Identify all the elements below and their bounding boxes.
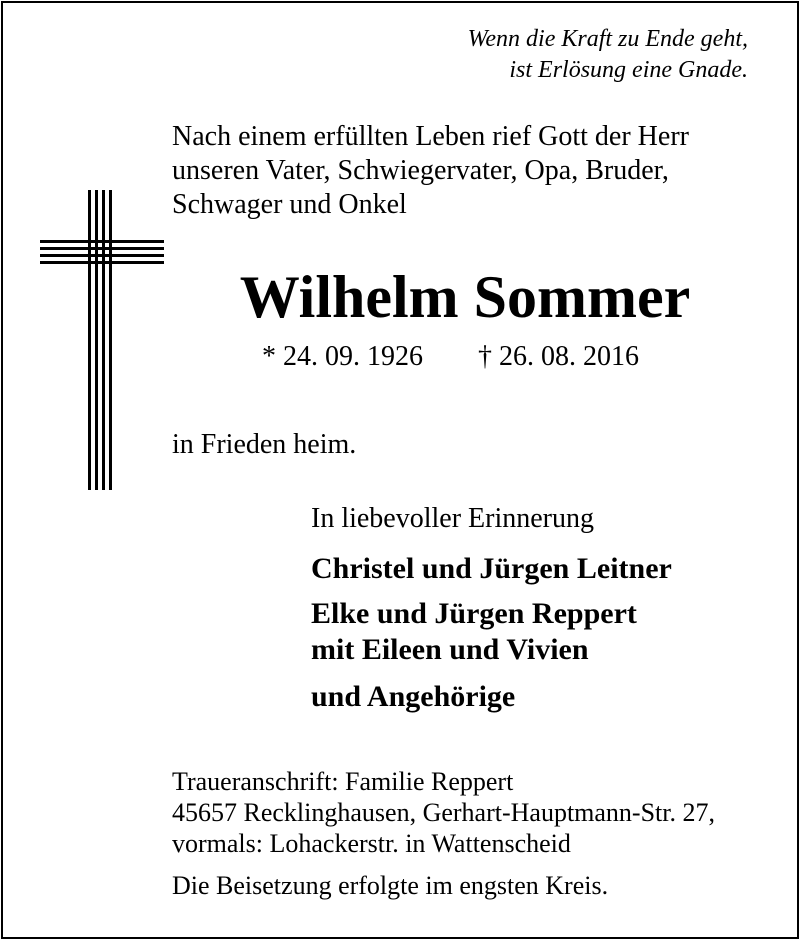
mourner-line-1: Christel und Jürgen Leitner xyxy=(311,552,672,585)
intro-line-1: Nach einem erfüllten Leben rief Gott der Herr xyxy=(172,121,689,152)
birth-date: * 24. 09. 1926 xyxy=(262,341,423,372)
burial-note: Die Beisetzung erfolgte im engsten Kreis. xyxy=(172,871,609,900)
intro-text xyxy=(172,120,689,222)
life-dates xyxy=(262,340,639,374)
address-line-1: Traueranschrift: Familie Reppert xyxy=(172,767,514,796)
death-date: † 26. 08. 2016 xyxy=(478,341,639,372)
cross-icon xyxy=(40,190,164,490)
mourner-line-4: und Angehörige xyxy=(311,680,516,713)
intro-line-3: Schwager und Onkel xyxy=(172,189,407,220)
motto-line-2: ist Erlösung eine Gnade. xyxy=(509,57,748,83)
deceased-name: Wilhelm Sommer xyxy=(239,264,691,330)
memory-heading: In liebevoller Erinnerung xyxy=(311,503,595,534)
intro-line-2: unseren Vater, Schwiegervater, Opa, Bruder, xyxy=(172,155,669,186)
motto xyxy=(468,24,748,86)
mourning-address xyxy=(172,766,715,859)
mourner-line-3: mit Eileen und Vivien xyxy=(311,633,589,666)
motto-line-1: Wenn die Kraft zu Ende geht, xyxy=(467,26,748,52)
peace-text: in Frieden heim. xyxy=(172,429,357,460)
address-line-2: 45657 Recklinghausen, Gerhart-Hauptmann-Str. 27, xyxy=(172,798,715,827)
address-line-3: vormals: Lohackerstr. in Wattenscheid xyxy=(172,829,571,858)
mourner-line-2: Elke und Jürgen Reppert xyxy=(311,597,637,630)
mourners-list xyxy=(311,551,672,715)
